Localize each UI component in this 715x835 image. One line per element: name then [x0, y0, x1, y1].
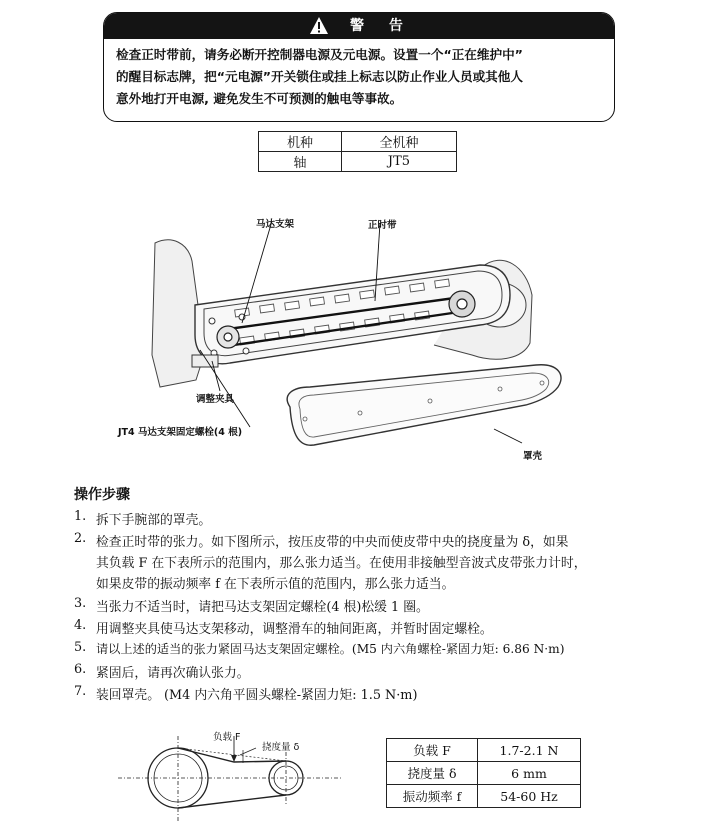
table-cell-value: 1.7-2.1 N: [478, 739, 581, 762]
spec-table: [386, 738, 581, 808]
warning-box: [103, 12, 615, 122]
table-cell-value: 54-60 Hz: [478, 785, 581, 808]
table-row: [259, 132, 457, 152]
table-cell-value: JT5: [342, 152, 457, 172]
step-text: 用调整夹具使马达支架移动，调整滑车的轴间距离，并暂时固定螺栓。: [96, 622, 493, 637]
step-number: 6.: [74, 662, 87, 677]
label-adjust-jig: 调整夹具: [196, 394, 235, 405]
step-number: 3.: [74, 596, 87, 611]
table-cell-value: 全机种: [342, 132, 457, 152]
warning-line: 的醒目标志牌，把“元电源”开关锁住或挂上标志以防止作业人员或其他人: [116, 69, 523, 84]
step-text: 拆下手腕部的罩壳。: [96, 513, 212, 528]
table-cell-label: 机种: [259, 132, 342, 152]
label-bracket-bolts: JT4 马达支架固定螺栓(4 根): [118, 427, 243, 438]
step-text: 其负载 F 在下表所示的范围内，那么张力适当。在使用非接触型音波式皮带张力计时，: [96, 556, 587, 571]
procedure-title: 操作步骤: [74, 487, 130, 503]
table-row: [259, 152, 457, 172]
label-timing-belt: 正时带: [368, 220, 397, 231]
label-deflection: 挠度量 δ: [262, 742, 300, 753]
label-motor-bracket: 马达支架: [256, 219, 295, 230]
warning-header: [104, 13, 614, 39]
warning-triangle-icon: [309, 16, 329, 35]
label-cover: 罩壳: [523, 451, 543, 462]
step-text: 请以上述的适当的张力紧固马达支架固定螺栓。(M5 内六角螺栓-紧固力矩: 6.86 N·m): [96, 642, 565, 656]
label-load-f: 负载 F: [213, 732, 241, 743]
table-cell-label: 振动频率 f: [387, 785, 478, 808]
step-number: 7.: [74, 684, 87, 699]
belt-tension-diagram: [118, 728, 348, 828]
step-text: 紧固后，请再次确认张力。: [96, 666, 250, 681]
step-number: 4.: [74, 618, 87, 633]
table-row: [387, 739, 581, 762]
table-cell-label: 负载 F: [387, 739, 478, 762]
warning-line: 检查正时带前，请务必断开控制器电源及元电源。设置一个“正在维护中”: [116, 47, 523, 62]
step-number: 1.: [74, 509, 87, 524]
step-text: 检查正时带的张力。如下图所示，按压皮带的中央而使皮带中央的挠度量为 δ，如果: [96, 535, 569, 550]
table-cell-value: 6 mm: [478, 762, 581, 785]
table-cell-label: 轴: [259, 152, 342, 172]
step-number: 5.: [74, 640, 87, 655]
table-cell-label: 挠度量 δ: [387, 762, 478, 785]
warning-title: 警 告: [350, 18, 413, 34]
model-table: [258, 131, 457, 172]
step-text: 装回罩壳。 (M4 内六角平圆头螺栓-紧固力矩: 1.5 N·m): [96, 688, 418, 703]
table-row: [387, 762, 581, 785]
table-row: [387, 785, 581, 808]
step-text: 当张力不适当时，请把马达支架固定螺栓(4 根)松缓 1 圈。: [96, 600, 429, 615]
step-text: 如果皮带的振动频率 f 在下表所示值的范围内，那么张力适当。: [96, 577, 455, 592]
warning-line: 意外地打开电源, 避免发生不可预测的触电等事故。: [116, 91, 403, 106]
warning-text: [116, 44, 604, 110]
step-number: 2.: [74, 531, 87, 546]
